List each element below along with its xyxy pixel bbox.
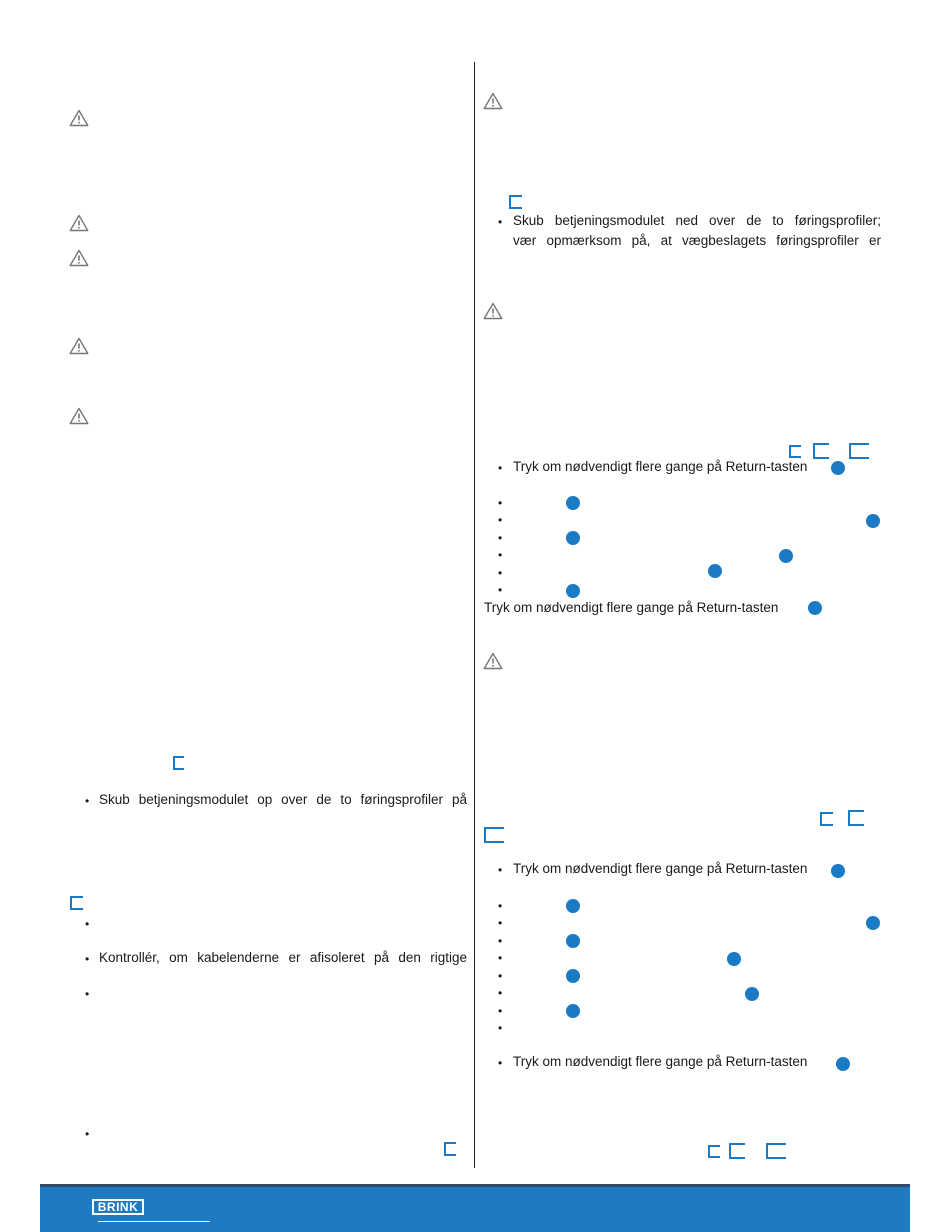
warning-icon xyxy=(69,214,89,232)
step-dot-icon xyxy=(566,934,580,948)
step-dot-icon xyxy=(866,916,880,930)
bullet: • xyxy=(85,952,90,966)
step-dot-icon xyxy=(831,461,845,475)
figure-bracket-icon xyxy=(820,812,833,826)
bullet: • xyxy=(498,548,503,562)
bullet: • xyxy=(498,1004,503,1018)
bullet: • xyxy=(498,1021,503,1035)
figure-bracket-icon xyxy=(509,195,522,209)
bullet: • xyxy=(498,215,503,229)
footer-bar xyxy=(40,1184,910,1232)
warning-icon xyxy=(483,92,503,110)
warning-icon xyxy=(483,652,503,670)
step-dot-icon xyxy=(779,549,793,563)
bullet: • xyxy=(498,583,503,597)
bullet: • xyxy=(498,1056,503,1070)
step-dot-icon xyxy=(566,1004,580,1018)
bullet: • xyxy=(85,987,90,1001)
brink-logo: BRINK xyxy=(92,1199,144,1215)
bullet: • xyxy=(85,917,90,931)
column-divider xyxy=(474,62,475,1168)
step-dot-icon xyxy=(566,531,580,545)
bullet: • xyxy=(498,531,503,545)
step-dot-icon xyxy=(566,584,580,598)
step-dot-icon xyxy=(808,601,822,615)
left-bullet-kontroller: Kontrollér, om kabelenderne er afisoleret på den rigtige xyxy=(99,950,467,965)
bullet: • xyxy=(498,461,503,475)
warning-icon xyxy=(69,249,89,267)
step-dot-icon xyxy=(566,496,580,510)
warning-icon xyxy=(69,337,89,355)
right-line-return-2: Tryk om nødvendigt flere gange på Return-tasten xyxy=(484,600,779,615)
step-dot-icon xyxy=(708,564,722,578)
step-dot-icon xyxy=(727,952,741,966)
figure-bracket-icon xyxy=(70,896,83,910)
bullet: • xyxy=(498,899,503,913)
step-dot-icon xyxy=(745,987,759,1001)
step-dot-icon xyxy=(566,969,580,983)
figure-bracket-icon xyxy=(789,445,801,458)
figure-bracket-icon xyxy=(708,1145,720,1158)
figure-bracket-icon xyxy=(813,443,829,459)
step-dot-icon xyxy=(566,899,580,913)
bullet: • xyxy=(498,934,503,948)
right-bullet-return-1: Tryk om nødvendigt flere gange på Return-tasten xyxy=(513,459,808,474)
bullet: • xyxy=(498,863,503,877)
figure-bracket-icon xyxy=(173,756,184,770)
right-bullet-return-3: Tryk om nødvendigt flere gange på Return-tasten xyxy=(513,861,808,876)
bullet: • xyxy=(498,513,503,527)
warning-icon xyxy=(69,109,89,127)
figure-bracket-icon xyxy=(766,1143,786,1159)
step-dot-icon xyxy=(836,1057,850,1071)
step-dot-icon xyxy=(831,864,845,878)
right-bullet-skub-ned-line2: vær opmærksom på, at vægbeslagets føringsprofiler er xyxy=(513,233,881,248)
figure-bracket-icon xyxy=(849,443,869,459)
right-bullet-return-4: Tryk om nødvendigt flere gange på Return-tasten xyxy=(513,1054,808,1069)
bullet: • xyxy=(498,566,503,580)
bullet: • xyxy=(498,986,503,1000)
figure-bracket-icon xyxy=(444,1142,456,1156)
bullet: • xyxy=(498,969,503,983)
bullet: • xyxy=(498,916,503,930)
footer-rule xyxy=(98,1221,210,1222)
warning-icon xyxy=(69,407,89,425)
bullet: • xyxy=(85,1127,90,1141)
figure-bracket-icon xyxy=(848,810,864,826)
figure-bracket-icon xyxy=(729,1143,745,1159)
bullet: • xyxy=(498,951,503,965)
bullet: • xyxy=(85,794,90,808)
warning-icon xyxy=(483,302,503,320)
bullet: • xyxy=(498,496,503,510)
left-bullet-skub-op: Skub betjeningsmodulet op over de to føringsprofiler på xyxy=(99,792,467,807)
figure-bracket-icon xyxy=(484,827,504,843)
right-bullet-skub-ned-line1: Skub betjeningsmodulet ned over de to føringsprofiler; xyxy=(513,213,881,228)
step-dot-icon xyxy=(866,514,880,528)
